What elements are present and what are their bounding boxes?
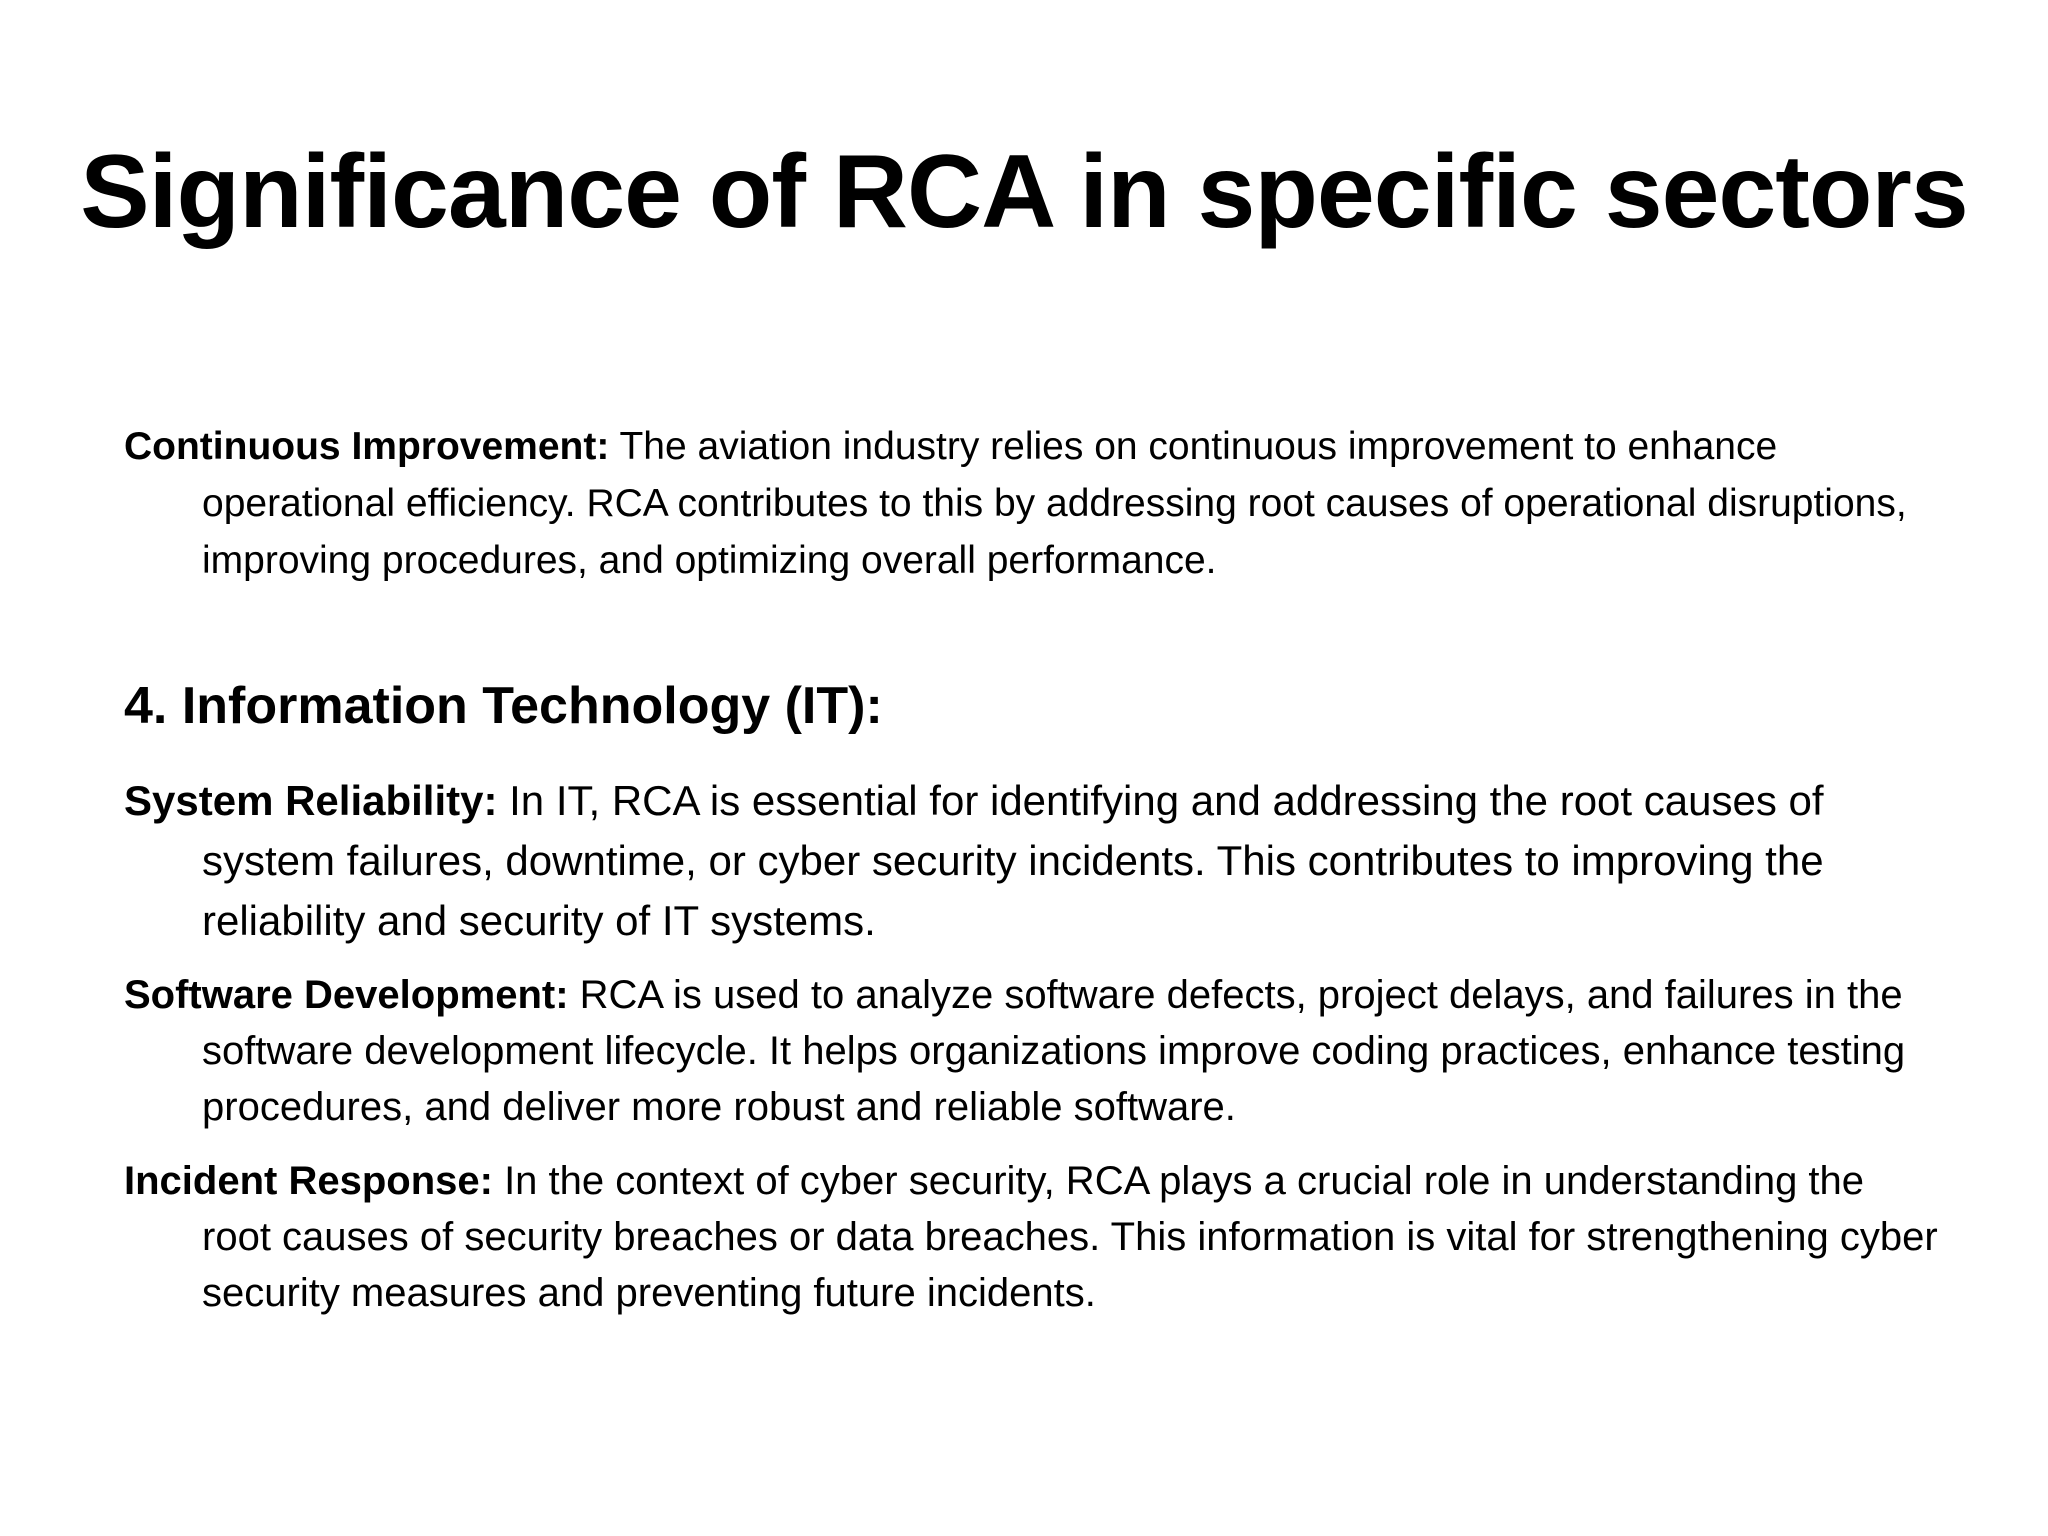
item-software-development <box>124 967 1944 1135</box>
paragraph-term: Continuous Improvement: <box>124 425 610 468</box>
slide-title: Significance of RCA in specific sectors <box>80 134 1968 250</box>
item-term: System Reliability: <box>124 777 498 825</box>
item-text: In the context of cyber security, RCA plays a crucial role in understanding the root causes of security breaches or data breaches. This information is vital for strengthening cyber security measures and preventing future incidents. <box>202 1159 1938 1316</box>
section-heading: 4. Information Technology (IT): <box>124 677 883 735</box>
item-incident-response <box>124 1153 1944 1321</box>
item-term: Incident Response: <box>124 1159 493 1204</box>
item-system-reliability <box>124 771 1944 951</box>
item-text: In IT, RCA is essential for identifying and addressing the root causes of system failures, downtime, or cyber security incidents. This contributes to improving the reliability and security of IT systems. <box>202 777 1824 945</box>
paragraph-continuous-improvement <box>124 418 1944 589</box>
slide-content <box>124 418 1944 1321</box>
paragraph-text: The aviation industry relies on continuous improvement to enhance operational efficiency. RCA contributes to this by addressing root causes of operational disruptions, improving procedures, and optimizing overall performance. <box>202 425 1907 582</box>
item-text: RCA is used to analyze software defects, project delays, and failures in the software development lifecycle. It helps organizations improve coding practices, enhance testing procedures, and deliver more robust and reliable software. <box>202 973 1906 1130</box>
item-term: Software Development: <box>124 973 569 1018</box>
